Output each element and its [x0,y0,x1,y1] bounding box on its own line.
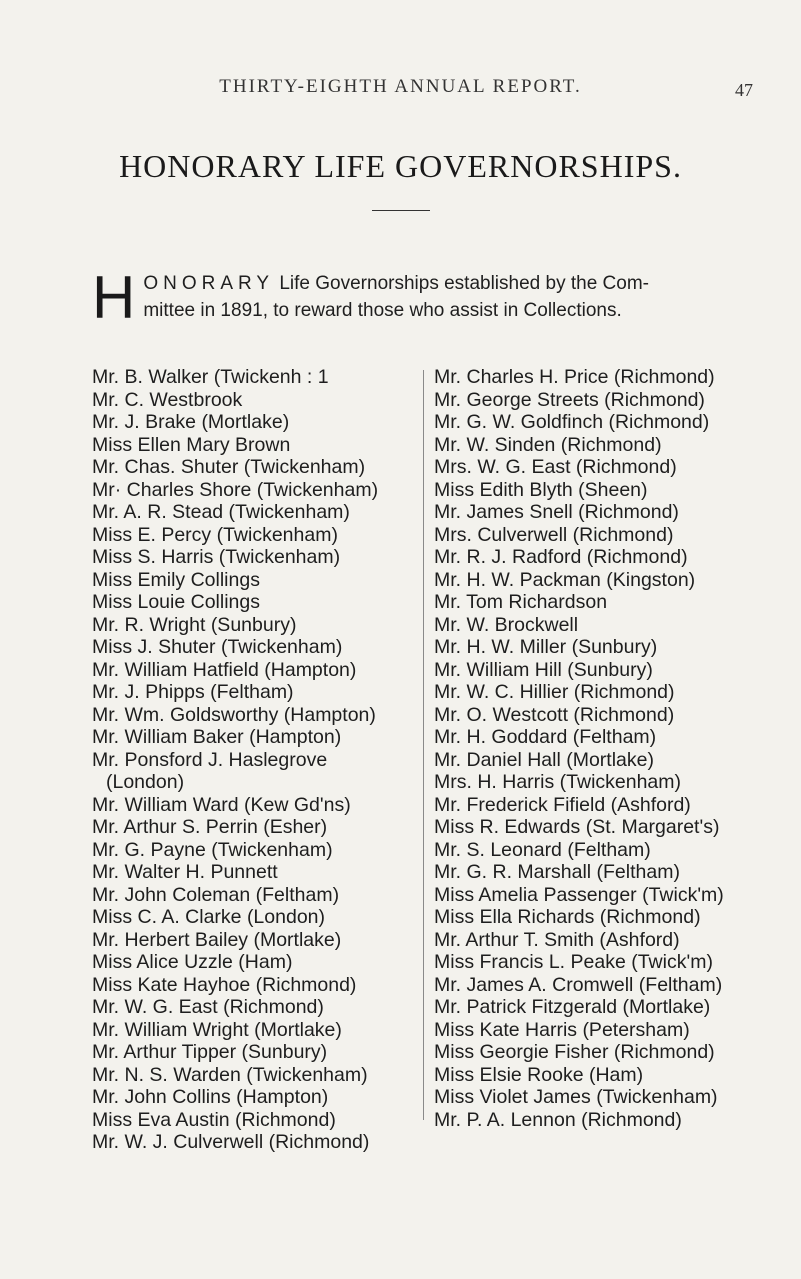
governor-entry: Miss S. Harris (Twickenham) [92,546,341,568]
intro-line-1-rest: Life Governorships established by the Com- [274,273,649,294]
governor-entry: Mr. P. A. Lennon (Richmond) [434,1108,682,1131]
governor-entry: Mr. Arthur T. Smith (Ashford) [434,928,680,951]
governor-entry: Mr. Daniel Hall (Mortlake) [434,748,654,771]
governor-entry: Miss E. Percy (Twickenham) [92,523,338,546]
governor-entry: Mr. S. Leonard (Feltham) [434,838,651,861]
governor-entry: Mr. William Hatfield (Hampton) [92,658,357,681]
intro-caps: ONORARY [143,273,275,294]
governor-entry: Mr. G. W. Goldfinch (Richmond) [434,411,710,433]
governor-entry: Mr. J. Brake (Mortlake) [92,411,290,433]
governor-entry: Mr. R. Wright (Sunbury) [92,613,297,636]
left-column [92,366,410,1154]
governor-entry: Mrs. Culverwell (Richmond) [434,523,674,546]
governor-entry: Mr. H. W. Packman (Kingston) [434,568,696,591]
governor-entry: Mr. C. Westbrook [92,388,243,411]
governor-entry: Miss R. Edwards (St. Margaret's) [434,816,720,838]
governor-entry: Mr. Arthur Tipper (Sunbury) [92,1041,328,1063]
governor-entry: Mr. Ponsford J. Haslegrove [92,748,328,771]
governor-entry: Miss Violet James (Twickenham) [434,1086,718,1108]
governor-entry: Mr. Patrick Fitzgerald (Mortlake) [434,996,711,1018]
governor-entry: Mr. Chas. Shuter (Twickenham) [92,456,366,478]
intro-line-2: mittee in 1891, to reward those who assist in Collections. [143,300,622,321]
governor-entry: (London) [106,771,185,793]
governor-entry: Miss Kate Harris (Petersham) [434,1018,690,1041]
governor-entry: Mr. James Snell (Richmond) [434,501,679,523]
governor-entry: Mr. G. Payne (Twickenham) [92,838,333,861]
governor-entry: Miss Eva Austin (Richmond) [92,1108,336,1131]
governor-entry: Miss Amelia Passenger (Twick'm) [434,883,724,906]
governor-entry: Mr. Tom Richardson [434,591,608,613]
governor-entry: Mr. Charles H. Price (Richmond) [434,366,715,388]
title-rule [372,210,430,211]
governor-entry: Miss Ella Richards (Richmond) [434,906,701,928]
governor-entry: Miss Georgie Fisher (Richmond) [434,1041,715,1063]
governor-entry: Mrs. W. G. East (Richmond) [434,456,677,478]
governor-entry: Mr. John Coleman (Feltham) [92,883,340,906]
page-number: 47 [735,80,753,100]
governor-entry: Mr. W. Sinden (Richmond) [434,433,662,456]
governor-entry: Mr. Walter H. Punnett [92,861,278,883]
governor-entry: Mr. W. G. East (Richmond) [92,996,324,1018]
governor-entry: Mr. H. W. Miller (Sunbury) [434,636,658,658]
governor-entry: Mr. O. Westcott (Richmond) [434,703,675,726]
governor-entry: Mr. N. S. Warden (Twickenham) [92,1063,368,1086]
governor-entry: Miss Alice Uzzle (Ham) [92,951,293,973]
governor-entry: Mr. George Streets (Richmond) [434,388,705,411]
governor-entry: Mr. William Wright (Mortlake) [92,1018,342,1041]
governor-entry: Miss Francis L. Peake (Twick'm) [434,951,713,973]
governor-entry: Mr. A. R. Stead (Twickenham) [92,501,350,523]
governor-entry: Miss Edith Blyth (Sheen) [434,478,648,501]
column-divider [423,370,424,1120]
governor-entry: Miss J. Shuter (Twickenham) [92,636,343,658]
governor-entry: Mr. W. Brockwell [434,613,579,636]
governor-entry: Miss Ellen Mary Brown [92,433,291,456]
governor-entry: Miss Louie Collings [92,591,260,613]
governor-entry: Mr. Frederick Fifield (Ashford) [434,793,691,816]
governor-entry: Mr. W. C. Hillier (Richmond) [434,681,675,703]
governor-entry: Mr. John Collins (Hampton) [92,1086,329,1108]
governor-entry: Mr. William Hill (Sunbury) [434,658,653,681]
governor-entry: Mr. J. Phipps (Feltham) [92,681,294,703]
governor-entry: Mr. Arthur S. Perrin (Esher) [92,816,328,838]
governor-entry: Mr. B. Walker (Twickenh : 1 [92,366,329,388]
governor-entry: Mr. W. J. Culverwell (Richmond) [92,1131,370,1153]
governor-entry: Mr. James A. Cromwell (Feltham) [434,973,723,996]
governor-entry: Mr. William Ward (Kew Gd'ns) [92,793,351,816]
drop-cap: H [92,264,136,331]
intro-paragraph [92,264,772,331]
governor-entry: Miss Emily Collings [92,568,260,591]
governor-entry: Mr. G. R. Marshall (Feltham) [434,861,680,883]
governor-entry: Mrs. H. Harris (Twickenham) [434,771,682,793]
right-column [434,366,779,1131]
governor-entry: Mr· Charles Shore (Twickenham) [92,478,379,501]
governor-entry: Mr. R. J. Radford (Richmond) [434,546,688,568]
governor-entry: Mr. Wm. Goldsworthy (Hampton) [92,703,376,726]
page-title: HONORARY LIFE GOVERNORSHIPS. [119,148,682,184]
governor-entry: Miss C. A. Clarke (London) [92,906,326,928]
governor-entry: Mr. Herbert Bailey (Mortlake) [92,928,342,951]
governor-entry: Miss Kate Hayhoe (Richmond) [92,973,357,996]
running-head: THIRTY-EIGHTH ANNUAL REPORT. [219,76,582,97]
governor-entry: Mr. William Baker (Hampton) [92,726,342,748]
governor-entry: Mr. H. Goddard (Feltham) [434,726,657,748]
intro-line-1 [92,270,772,297]
governor-entry: Miss Elsie Rooke (Ham) [434,1063,644,1086]
